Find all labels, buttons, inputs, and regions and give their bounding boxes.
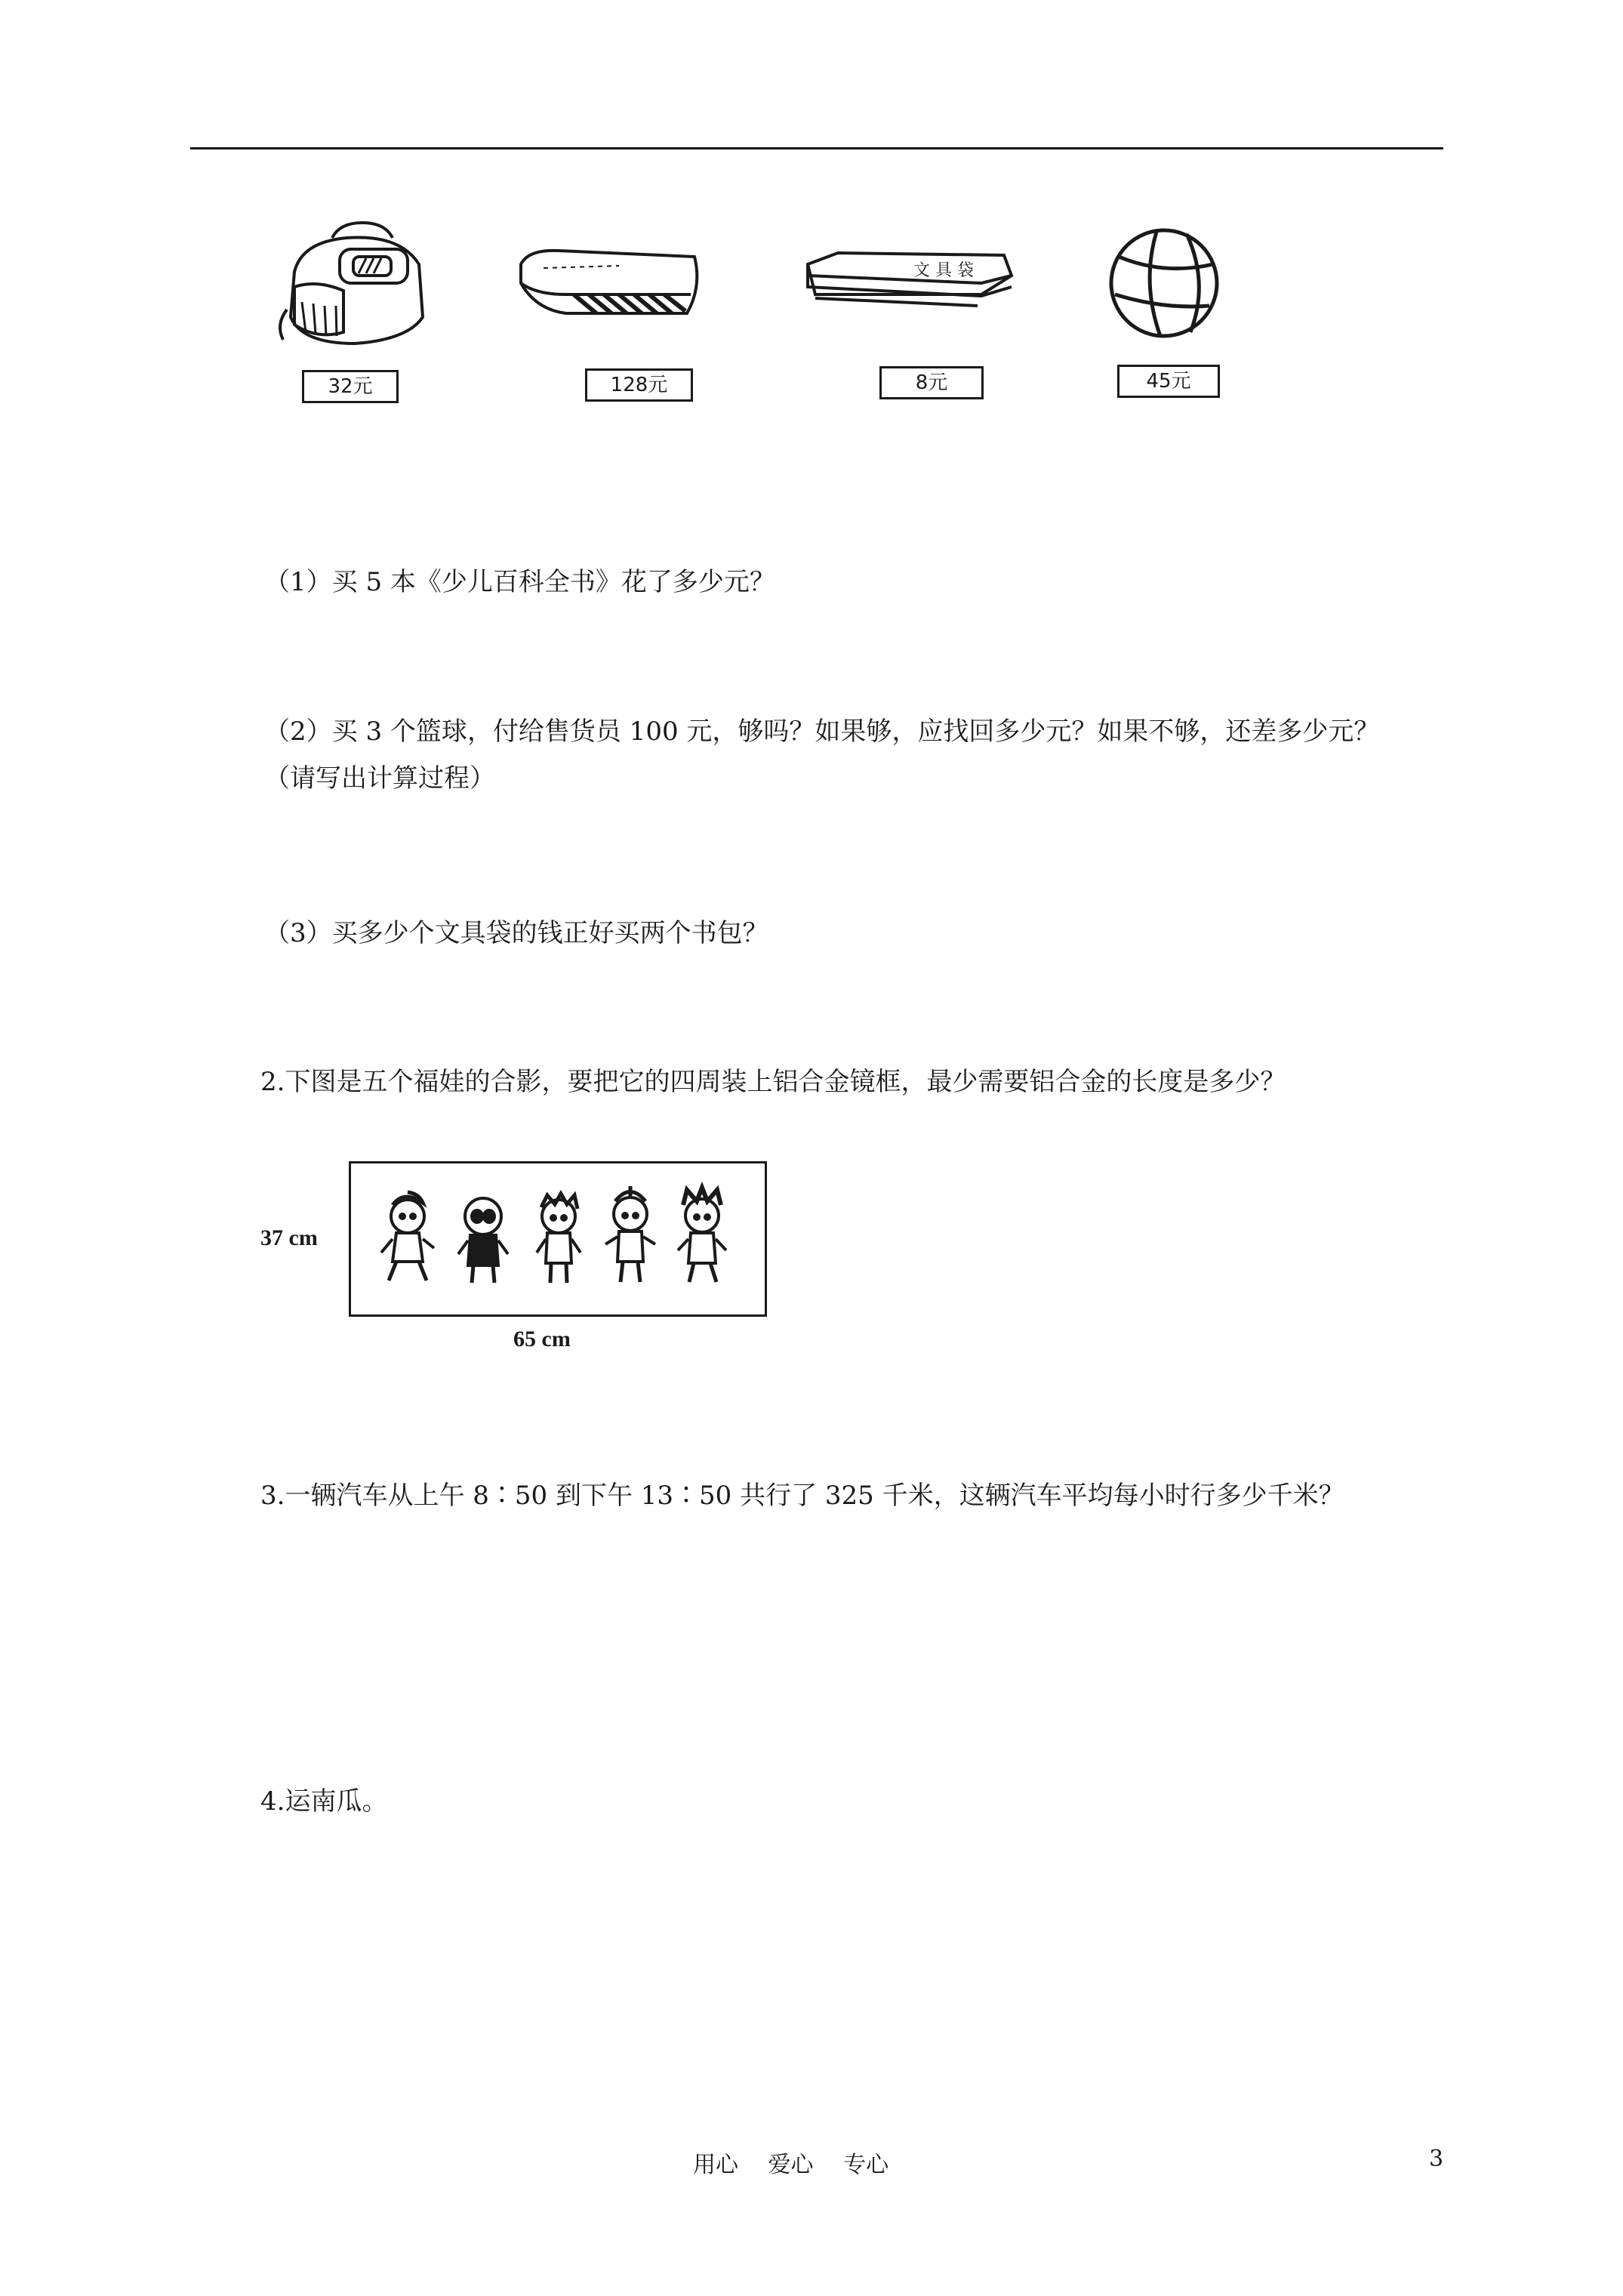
fuwa-figure-2 [458, 1198, 508, 1283]
price-tag-basketball: 45元 [1117, 365, 1220, 398]
footer-motto: 用心 爱心 专心 [693, 2152, 889, 2178]
page-number: 3 [1429, 2146, 1444, 2172]
price-tag-book: 128元 [585, 368, 693, 402]
basketball-icon [1104, 223, 1224, 344]
pencil-case-label: 文 具 袋 [913, 261, 974, 280]
pencil-case-icon [800, 242, 1019, 317]
question-1-2-line1: （2）买 3 个篮球，付给售货员 100 元，够吗？如果够，应找回多少元？如果不够，还差多少元？ [264, 717, 1380, 747]
price-tag-school-bag: 32元 [302, 370, 399, 403]
book-icon [513, 242, 710, 332]
height-label: 37 cm [260, 1225, 318, 1250]
fuwa-figure-4 [605, 1186, 655, 1282]
question-1-1: （1）买 5 本《少儿百科全书》花了多少元？ [264, 567, 775, 597]
school-bag-icon [272, 219, 438, 355]
price-tag-pencil-case: 8元 [879, 366, 984, 399]
fuwa-photo [349, 1161, 767, 1317]
fuwa-figure-3 [537, 1194, 581, 1283]
question-1-3: （3）买多少个文具袋的钱正好买两个书包？ [264, 918, 768, 948]
header-rule [190, 147, 1443, 149]
fuwa-figure-1 [381, 1192, 434, 1281]
question-3: 3.一辆汽车从上午 8∶50 到下午 13∶50 共行了 325 千米，这辆汽车平均每小时行多少千米？ [260, 1481, 1344, 1511]
width-label: 65 cm [513, 1327, 571, 1351]
question-2: 2.下图是五个福娃的合影，要把它的四周装上铝合金镜框，最少需要铝合金的长度是多少？ [260, 1067, 1286, 1097]
question-4: 4.运南瓜。 [260, 1786, 388, 1817]
fuwa-figure-5 [678, 1188, 726, 1282]
question-1-2-line2: （请写出计算过程） [264, 763, 495, 794]
